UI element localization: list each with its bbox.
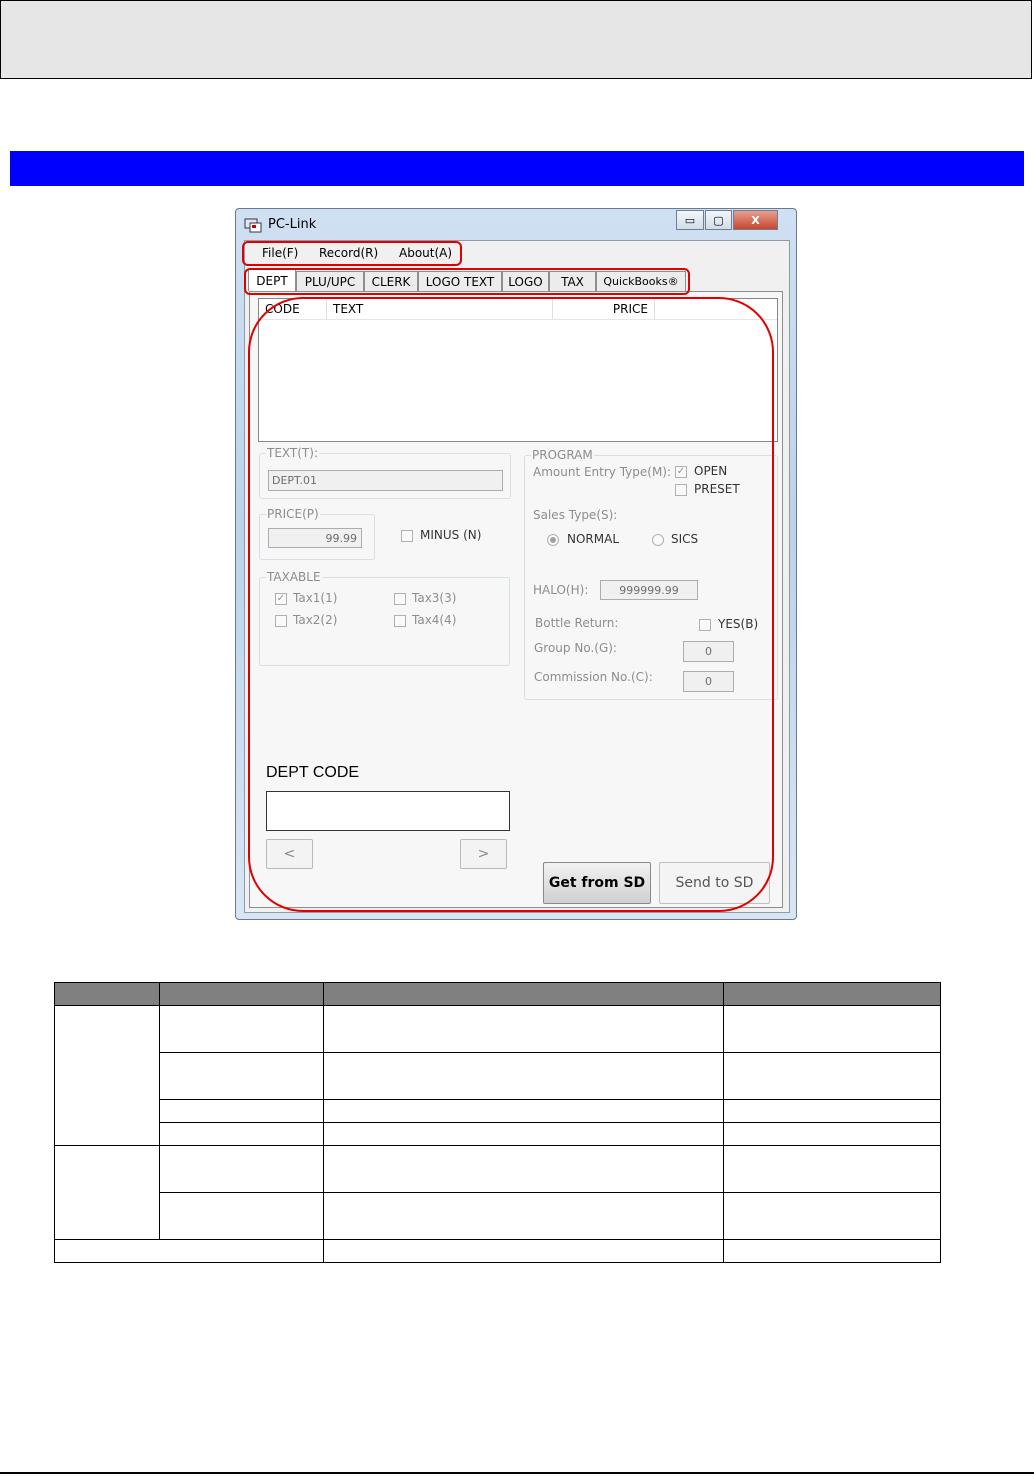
bottle-return-label: Bottle Return:: [535, 616, 619, 630]
table-cell: [323, 1193, 724, 1240]
table-cell: [323, 1240, 724, 1263]
panel-highlight: [248, 297, 774, 912]
table-header-cell: [323, 983, 724, 1006]
table-cell: [724, 1053, 941, 1100]
commission-no-label: Commission No.(C):: [534, 670, 653, 684]
spec-table: [54, 982, 941, 1263]
table-cell: [724, 1100, 941, 1123]
price-input[interactable]: 99.99: [268, 528, 362, 548]
tab-clerk[interactable]: CLERK: [364, 271, 418, 291]
maximize-icon: ▢: [713, 213, 724, 227]
table-cell: [724, 1123, 941, 1146]
sics-label: SICS: [671, 532, 699, 546]
text-input[interactable]: DEPT.01: [268, 470, 503, 491]
table-cell: [724, 1146, 941, 1193]
table-cell: [159, 1193, 323, 1240]
table-cell: [55, 1240, 324, 1263]
close-icon: X: [751, 213, 760, 227]
app-icon: [244, 217, 262, 233]
table-cell: [159, 1053, 323, 1100]
tabs-highlight: [244, 268, 690, 295]
tax1-checkbox[interactable]: ✓: [276, 593, 286, 604]
table-cell: [159, 1006, 323, 1053]
minimize-button[interactable]: [676, 210, 704, 230]
tab-dept[interactable]: DEPT: [248, 269, 296, 291]
menu-record[interactable]: Record(R): [319, 246, 379, 260]
table-header-cell: [159, 983, 323, 1006]
menu-highlight: [242, 241, 462, 266]
column-header-text[interactable]: TEXT: [327, 299, 553, 319]
table-cell: [323, 1123, 724, 1146]
text-group-title: TEXT(T):: [267, 446, 318, 460]
program-group-title: PROGRAM: [532, 448, 593, 462]
normal-label: NORMAL: [567, 532, 620, 546]
tab-logo-text[interactable]: LOGO TEXT: [418, 271, 502, 291]
amount-entry-label: Amount Entry Type(M):: [533, 465, 672, 479]
price-group-title: PRICE(P): [267, 507, 319, 521]
table-cell: [55, 1006, 160, 1146]
minus-label: MINUS (N): [420, 528, 482, 542]
table-cell: [724, 1240, 941, 1263]
tab-tax[interactable]: TAX: [549, 271, 596, 291]
yes-label: YES(B): [718, 617, 759, 631]
section-title-bar: [10, 151, 1024, 186]
taxable-group-title: TAXABLE: [267, 570, 321, 584]
tab-plu-upc[interactable]: PLU/UPC: [296, 271, 364, 291]
halo-input[interactable]: 999999.99: [600, 580, 698, 600]
table-cell: [159, 1146, 323, 1193]
column-header-price[interactable]: PRICE: [553, 299, 655, 319]
send-to-sd-button[interactable]: Send to SD: [659, 862, 770, 904]
sales-type-label: Sales Type(S):: [533, 508, 618, 522]
document-header-band: [0, 0, 1032, 79]
table-cell: [323, 1053, 724, 1100]
commission-no-input[interactable]: 0: [683, 671, 734, 692]
footer-rule: [0, 1472, 1034, 1474]
open-checkbox[interactable]: ✓: [676, 466, 686, 477]
menu-about[interactable]: About(A): [399, 246, 453, 260]
table-cell: [323, 1146, 724, 1193]
chevron-left-icon: <: [283, 846, 296, 862]
table-cell: [323, 1006, 724, 1053]
menu-file[interactable]: File(F): [262, 246, 299, 260]
chevron-right-icon: >: [477, 846, 490, 862]
tax2-label: Tax2(2): [293, 613, 338, 627]
group-no-input[interactable]: 0: [683, 641, 734, 662]
tax4-label: Tax4(4): [412, 613, 457, 627]
table-cell: [159, 1123, 323, 1146]
table-header-cell: [724, 983, 941, 1006]
halo-label: HALO(H):: [533, 583, 589, 597]
pc-link-window: [235, 208, 797, 920]
table-cell: [724, 1006, 941, 1053]
table-cell: [159, 1100, 323, 1123]
table-cell: [55, 1146, 160, 1240]
maximize-button[interactable]: [705, 210, 732, 230]
group-no-label: Group No.(G):: [534, 641, 617, 655]
dept-code-label: DEPT CODE: [266, 764, 360, 781]
window-title: PC-Link: [268, 217, 317, 232]
preset-label: PRESET: [694, 482, 740, 496]
table-header-cell: [55, 983, 160, 1006]
tax1-label: Tax1(1): [293, 591, 338, 605]
tab-logo[interactable]: LOGO: [502, 271, 549, 291]
minimize-icon: ▭: [684, 213, 696, 227]
open-label: OPEN: [694, 464, 728, 478]
get-from-sd-button[interactable]: Get from SD: [543, 862, 651, 904]
column-header-code[interactable]: CODE: [259, 299, 327, 319]
table-cell: [323, 1100, 724, 1123]
close-button[interactable]: [733, 210, 778, 230]
tax3-label: Tax3(3): [412, 591, 457, 605]
tab-quickbooks[interactable]: QuickBooks®: [596, 271, 686, 291]
table-cell: [724, 1193, 941, 1240]
